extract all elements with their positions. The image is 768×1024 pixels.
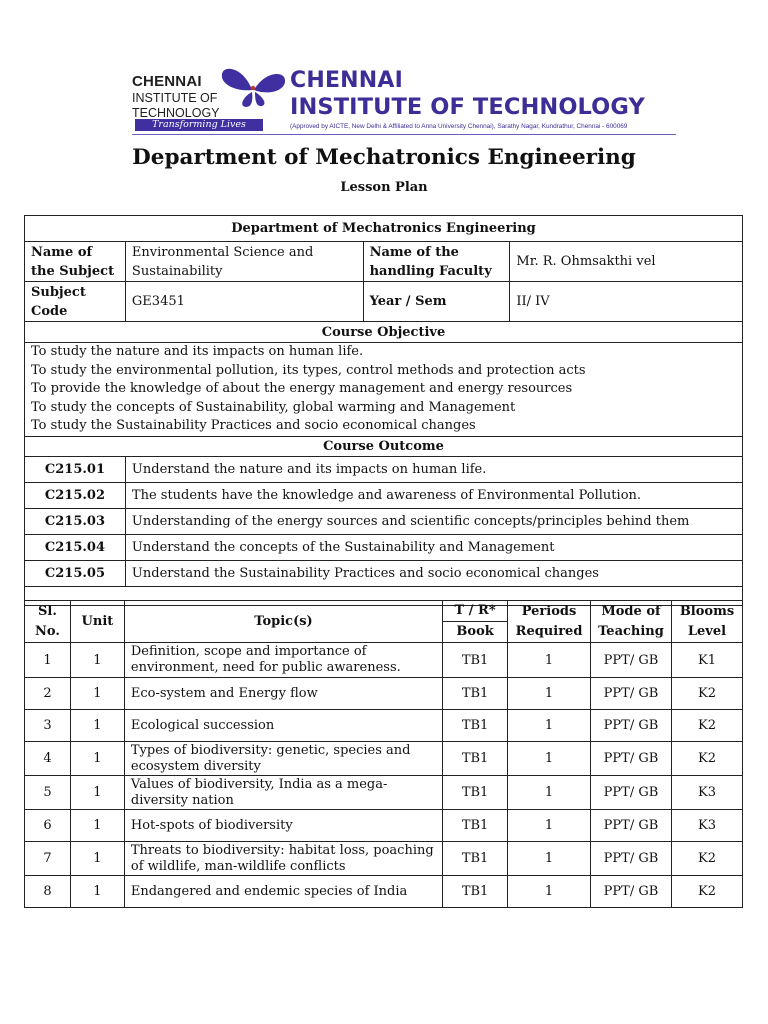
outcome-text: Understand the concepts of the Sustainability and Management [125, 534, 742, 560]
blooms-level: K3 [671, 810, 742, 842]
outcome-text: The students have the knowledge and awareness of Environmental Pollution. [125, 482, 742, 508]
objective-item: To study the concepts of Sustainability, global warming and Management [31, 399, 516, 415]
institute-affiliation: (Approved by AICTE, New Delhi & Affiliated to Anna University Chennai), Sarathy Nagar, Kundrathur, Chennai - 600069 [290, 123, 628, 130]
butterfly-logo-icon [218, 62, 288, 110]
course-objectives [25, 343, 743, 437]
subject-label: Name of the Subject [25, 242, 126, 282]
mode: PPT/ GB [591, 842, 672, 876]
logo-line-3: TECHNOLOGY [132, 105, 220, 120]
sl-no: 1 [25, 643, 71, 678]
faculty-label: Name of the handling Faculty [363, 242, 510, 282]
col-header-sl-no: Sl. No. [25, 601, 71, 643]
table-row [25, 810, 743, 842]
topic: Types of biodiversity: genetic, species and ecosystem diversity [124, 742, 442, 776]
outcome-code: C215.02 [25, 482, 126, 508]
blooms-level: K2 [671, 876, 742, 908]
table-row [25, 742, 743, 776]
table-row [25, 678, 743, 710]
objective-item: To study the Sustainability Practices and socio economical changes [31, 418, 476, 433]
topic: Hot-spots of biodiversity [124, 810, 442, 842]
outcome-code: C215.01 [25, 456, 126, 482]
table-row [25, 876, 743, 908]
topic: Eco-system and Energy flow [124, 678, 442, 710]
topic: Endangered and endemic species of India [124, 876, 442, 908]
sl-no: 3 [25, 710, 71, 742]
blooms-level: K2 [671, 842, 742, 876]
col-header-periods: Periods Required [508, 601, 591, 643]
periods: 1 [508, 876, 591, 908]
col-header-unit: Unit [70, 601, 124, 643]
col-header-topics: Topic(s) [124, 601, 442, 643]
page-title: Department of Mechatronics Engineering [132, 145, 636, 170]
book: TB1 [443, 678, 508, 710]
col-header-blooms: Blooms Level [671, 601, 742, 643]
unit: 1 [70, 842, 124, 876]
table-row [25, 710, 743, 742]
outcome-text: Understanding of the energy sources and scientific concepts/principles behind them [125, 508, 742, 534]
periods: 1 [508, 710, 591, 742]
table-row [25, 643, 743, 678]
page-subtitle: Lesson Plan [340, 180, 428, 195]
institute-name-line-1: CHENNAI [290, 68, 404, 93]
sl-no: 7 [25, 842, 71, 876]
periods: 1 [508, 678, 591, 710]
sl-no: 6 [25, 810, 71, 842]
institute-name-line-2: INSTITUTE OF TECHNOLOGY [290, 94, 645, 120]
book: TB1 [443, 643, 508, 678]
table-row [25, 776, 743, 810]
mode: PPT/ GB [591, 742, 672, 776]
outcome-code: C215.03 [25, 508, 126, 534]
book: TB1 [443, 876, 508, 908]
mode: PPT/ GB [591, 776, 672, 810]
blooms-level: K2 [671, 710, 742, 742]
unit: 1 [70, 710, 124, 742]
subject-value: Environmental Science and Sustainability [125, 242, 363, 282]
blooms-level: K3 [671, 776, 742, 810]
course-info-table [24, 215, 743, 606]
unit: 1 [70, 876, 124, 908]
header-divider [132, 134, 676, 135]
dept-heading-cell: Department of Mechatronics Engineering [25, 216, 743, 242]
topic: Values of biodiversity, India as a mega-diversity nation [124, 776, 442, 810]
lesson-schedule-table [24, 600, 743, 908]
mode: PPT/ GB [591, 876, 672, 908]
logo-tagline: Transforming Lives [135, 119, 263, 131]
table-row [25, 842, 743, 876]
book: TB1 [443, 776, 508, 810]
outcome-text: Understand the Sustainability Practices and socio economical changes [125, 560, 742, 586]
periods: 1 [508, 643, 591, 678]
unit: 1 [70, 643, 124, 678]
outcome-text: Understand the nature and its impacts on human life. [125, 456, 742, 482]
year-sem-label: Year / Sem [363, 282, 510, 322]
topic: Ecological succession [124, 710, 442, 742]
unit: 1 [70, 742, 124, 776]
unit: 1 [70, 776, 124, 810]
blooms-level: K1 [671, 643, 742, 678]
col-header-book-line2: Book [443, 622, 508, 643]
course-outcome-heading: Course Outcome [25, 436, 743, 456]
faculty-value: Mr. R. Ohmsakthi vel [510, 242, 743, 282]
mode: PPT/ GB [591, 643, 672, 678]
topic: Threats to biodiversity: habitat loss, poaching of wildlife, man-wildlife conflicts [124, 842, 442, 876]
blooms-level: K2 [671, 678, 742, 710]
sl-no: 2 [25, 678, 71, 710]
outcome-code: C215.04 [25, 534, 126, 560]
unit: 1 [70, 810, 124, 842]
logo-wordmark [132, 74, 220, 119]
col-header-book-line1: T / R* [443, 601, 508, 622]
col-header-mode: Mode of Teaching [591, 601, 672, 643]
periods: 1 [508, 810, 591, 842]
topic: Definition, scope and importance of environment, need for public awareness. [124, 643, 442, 678]
year-sem-value: II/ IV [510, 282, 743, 322]
sl-no: 8 [25, 876, 71, 908]
institute-name [290, 70, 645, 119]
subject-code-label: Subject Code [25, 282, 126, 322]
sl-no: 5 [25, 776, 71, 810]
book: TB1 [443, 842, 508, 876]
book: TB1 [443, 810, 508, 842]
institute-logo [132, 58, 280, 136]
book: TB1 [443, 710, 508, 742]
book: TB1 [443, 742, 508, 776]
blooms-level: K2 [671, 742, 742, 776]
course-objective-heading: Course Objective [25, 322, 743, 343]
sl-no: 4 [25, 742, 71, 776]
mode: PPT/ GB [591, 710, 672, 742]
subject-code-value: GE3451 [125, 282, 363, 322]
logo-line-2: INSTITUTE OF [132, 91, 218, 105]
mode: PPT/ GB [591, 678, 672, 710]
periods: 1 [508, 776, 591, 810]
objective-item: To study the nature and its impacts on human life. [31, 344, 364, 359]
unit: 1 [70, 678, 124, 710]
mode: PPT/ GB [591, 810, 672, 842]
periods: 1 [508, 742, 591, 776]
outcome-code: C215.05 [25, 560, 126, 586]
objective-item: To study the environmental pollution, its types, control methods and protection acts [31, 362, 586, 378]
periods: 1 [508, 842, 591, 876]
logo-line-1: CHENNAI [132, 73, 202, 90]
objective-item: To provide the knowledge of about the energy management and energy resources [31, 381, 573, 396]
